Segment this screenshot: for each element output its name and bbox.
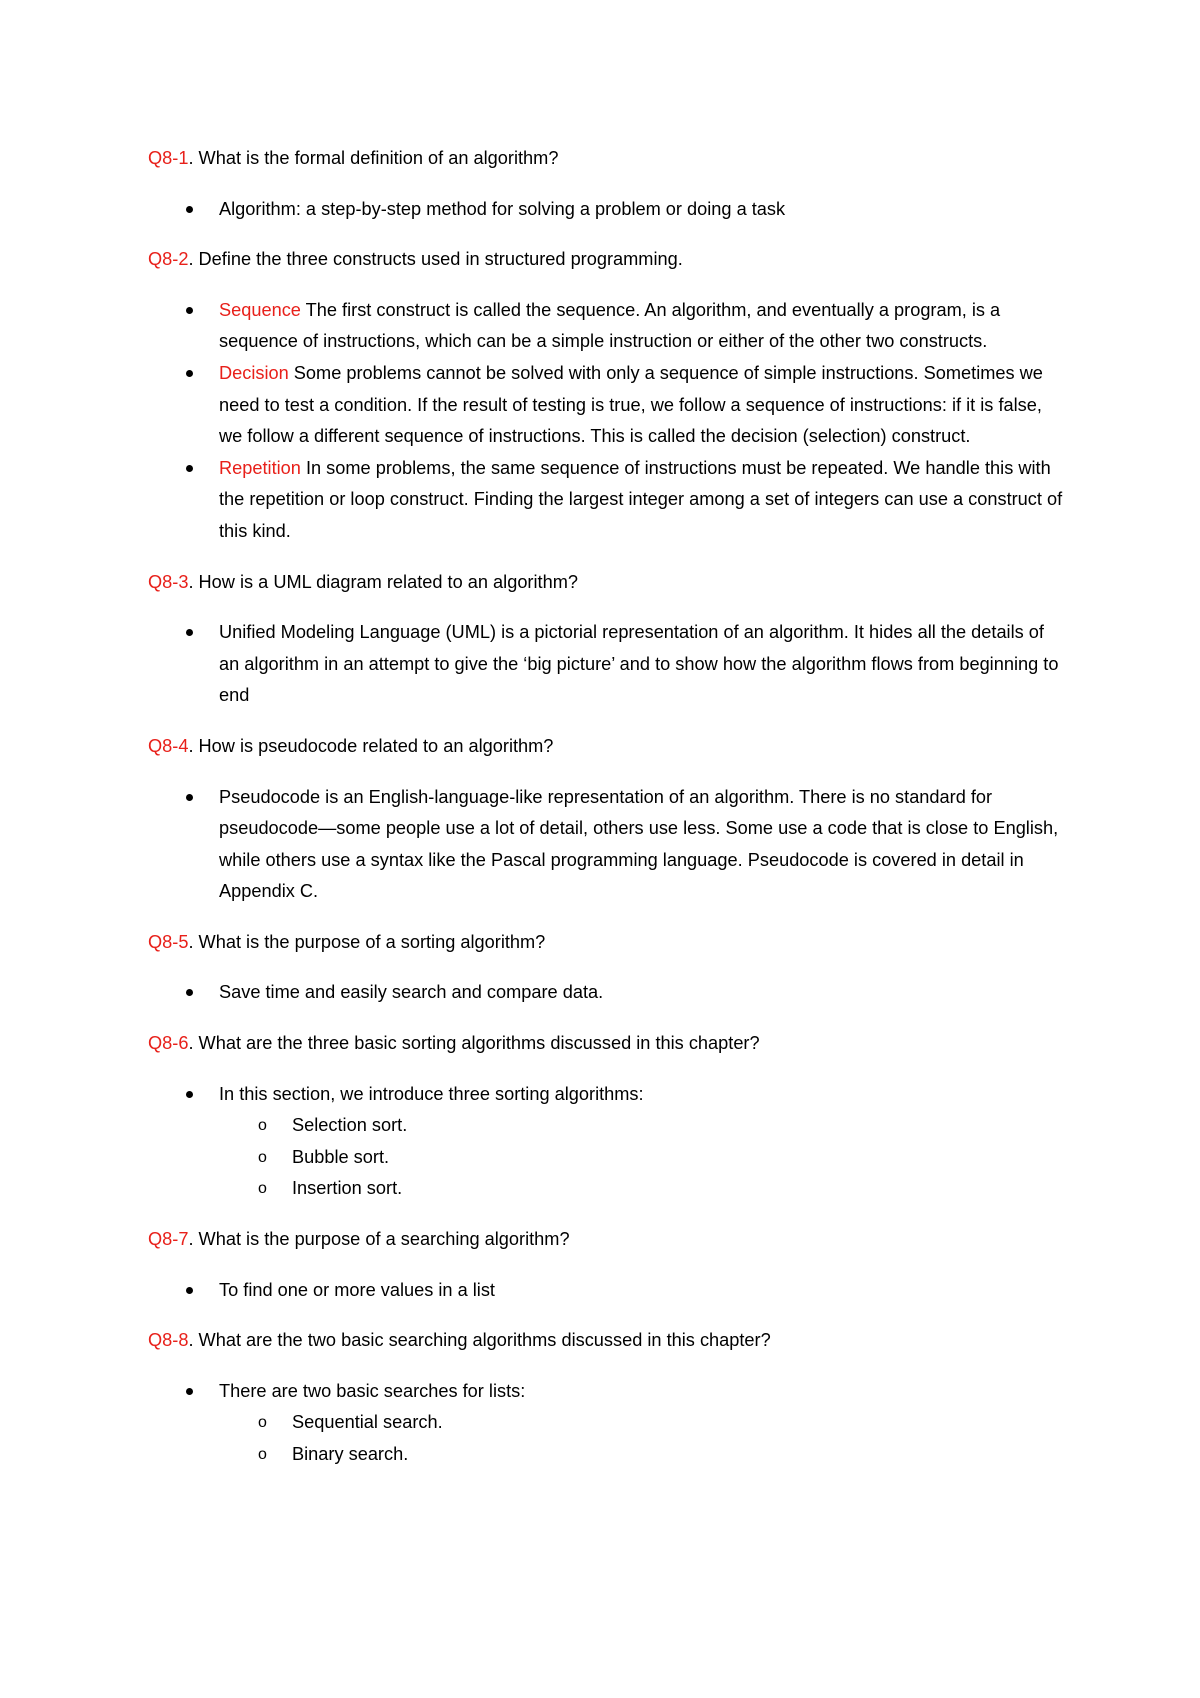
answer-text: In some problems, the same sequence of instructions must be repeated. We handle this with the repetition or loop construct. Finding the largest integer among a set of integers can use a construct of this kind. [219,457,1063,541]
question-number: Q8-6 [148,1033,189,1054]
answer-list [148,1275,1068,1307]
answer-item [148,358,1068,453]
answer-list [148,782,1068,908]
sub-list [219,1110,1068,1205]
question-text: . How is pseudocode related to an algorithm? [188,735,554,756]
sub-list-item: o Binary search. [148,1439,1068,1471]
answer-text: To find one or more values in a list [219,1279,495,1300]
answer-text: There are two basic searches for lists: [219,1380,526,1401]
question-4 [148,731,1068,763]
answer-item [148,194,1068,226]
question-text: . What are the three basic sorting algorithms discussed in this chapter? [188,1033,760,1054]
answer-list [148,617,1068,712]
answer-term: Repetition [219,457,301,478]
question-number: Q8-2 [148,249,189,270]
question-7 [148,1224,1068,1256]
answer-item [148,453,1068,548]
answer-item [148,977,1068,1009]
sub-list-item: o Insertion sort. [148,1173,1068,1205]
document-page [148,143,1068,1490]
question-5 [148,927,1068,959]
question-text: . How is a UML diagram related to an algorithm? [188,571,578,592]
answer-item [148,295,1068,358]
question-number: Q8-5 [148,931,189,952]
question-text: . What is the purpose of a sorting algorithm? [188,931,546,952]
question-number: Q8-1 [148,148,189,168]
question-2 [148,244,1068,276]
answer-item [148,617,1068,712]
question-number: Q8-4 [148,735,189,756]
answer-term: Sequence [219,299,301,320]
question-text: . What is the formal definition of an algorithm? [188,148,559,168]
question-number: Q8-7 [148,1229,189,1250]
answer-list [148,977,1068,1009]
sub-list-item: o Selection sort. [148,1110,1068,1142]
question-6 [148,1028,1068,1060]
answer-list [148,295,1068,548]
answer-item [148,782,1068,908]
question-8 [148,1325,1068,1357]
answer-item [148,1079,1068,1205]
answer-list [148,1376,1068,1471]
question-3 [148,567,1068,599]
sub-list [219,1407,1068,1470]
answer-list [148,1079,1068,1205]
answer-text: Pseudocode is an English-language-like representation of an algorithm. There is no standard for pseudocode—some people use a lot of detail, others use less. Some use a code that is close to English, while others use a syntax like the Pascal programming language. Pseudocode is covered in detail in Appendix C. [219,786,1059,902]
question-text: . What is the purpose of a searching algorithm? [188,1229,570,1250]
question-number: Q8-3 [148,571,189,592]
answer-item [148,1275,1068,1307]
question-text: . Define the three constructs used in structured programming. [188,249,683,270]
answer-text: Algorithm: a step-by-step method for solving a problem or doing a task [219,198,786,219]
answer-text: Save time and easily search and compare data. [219,982,604,1003]
answer-text: The first construct is called the sequence. An algorithm, and eventually a program, is a sequence of instructions, which can be a simple instruction or either of the other two constructs. [219,299,1001,352]
answer-text: Unified Modeling Language (UML) is a pictorial representation of an algorithm. It hides all the details of an algorithm in an attempt to give the ‘big picture’ and to show how the algorithm flows from beginning to end [219,622,1059,706]
sub-list-item: o Bubble sort. [148,1142,1068,1174]
answer-term: Decision [219,362,289,383]
question-1 [148,143,1068,175]
answer-text: In this section, we introduce three sorting algorithms: [219,1083,644,1104]
sub-list-item: o Sequential search. [148,1407,1068,1439]
question-text: . What are the two basic searching algorithms discussed in this chapter? [188,1330,771,1351]
answer-text: Some problems cannot be solved with only a sequence of simple instructions. Sometimes we need to test a condition. If the result of testing is true, we follow a sequence of instructions: if it is false, we follow a different sequence of instructions. This is called the decision (selection) construct. [219,362,1043,447]
answer-item [148,1376,1068,1471]
answer-list [148,194,1068,226]
question-number: Q8-8 [148,1330,189,1351]
